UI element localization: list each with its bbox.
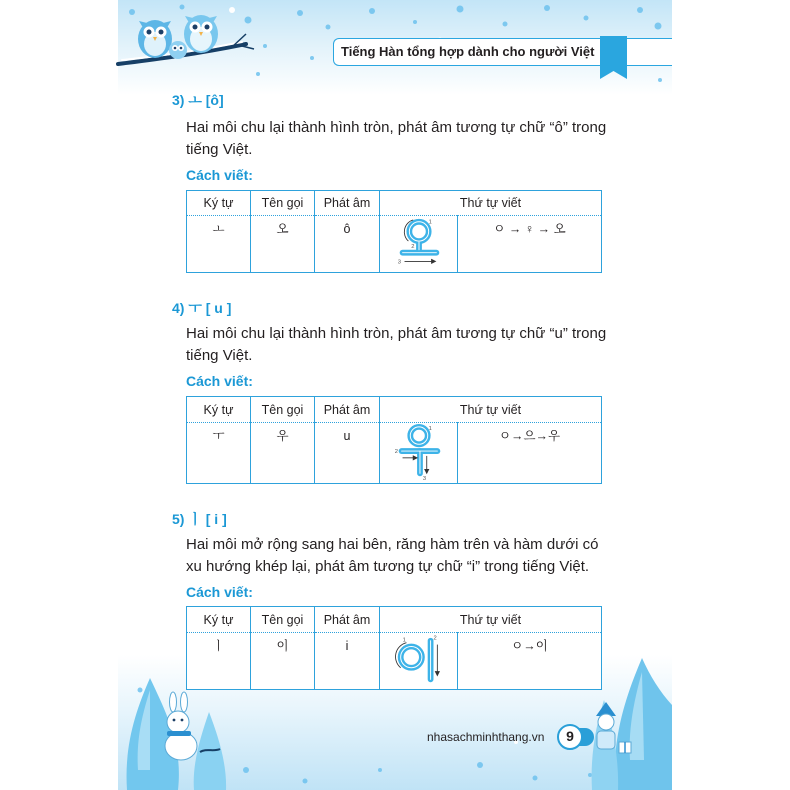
cell-sound: i <box>315 633 380 690</box>
stroke-number: 1 <box>428 219 432 226</box>
stroke-number: 2 <box>410 243 414 250</box>
cell-char: ㅗ <box>187 216 251 273</box>
cell-name: 이 <box>251 633 315 690</box>
owl-right <box>184 15 218 53</box>
stroke-number: 1 <box>428 425 432 432</box>
section-heading: 5) ㅣ [ i ] <box>172 511 227 527</box>
running-header-title: Tiếng Hàn tổng hợp dành cho người Việt <box>341 44 595 59</box>
cell-stroke-illustration <box>380 216 458 273</box>
col-header-name: Tên gọi <box>251 191 315 216</box>
stroke-number: 2 <box>432 635 437 642</box>
writing-label: Cách viết: <box>186 167 253 183</box>
cell-sound: ô <box>315 216 380 273</box>
table-header-row <box>187 191 602 216</box>
stroke-number: 2 <box>394 449 398 455</box>
cell-name: 오 <box>251 216 315 273</box>
stroke-number: 3 <box>422 476 426 483</box>
col-header-order: Thứ tự viết <box>380 397 602 423</box>
cell-sound: u <box>315 423 380 484</box>
table-row <box>187 216 602 273</box>
cell-stroke-illustration <box>380 423 458 484</box>
col-header-sound: Phát âm <box>315 607 380 633</box>
cell-char: ㅣ <box>187 633 251 690</box>
col-header-order: Thứ tự viết <box>380 191 602 216</box>
stroke-order-illustration <box>381 633 457 689</box>
owl-small <box>169 41 187 59</box>
description-line: Hai môi chu lại thành hình tròn, phát âm tương tự chữ “u” trong <box>186 325 607 342</box>
section-heading: 3) ㅗ [ô] <box>172 92 224 108</box>
writing-table <box>186 606 602 690</box>
cell-order: ㅇ → ♀ → 오 <box>493 222 566 236</box>
cell-order: ㅇ→이 <box>511 639 548 653</box>
stroke-order-illustration <box>381 423 457 483</box>
writing-label: Cách viết: <box>186 584 253 600</box>
col-header-char: Ký tự <box>187 397 251 423</box>
table-header-row <box>187 397 602 423</box>
writing-table <box>186 396 602 484</box>
col-header-sound: Phát âm <box>315 397 380 423</box>
writing-table <box>186 190 602 273</box>
table-row <box>187 633 602 690</box>
description-line: Hai môi mở rộng sang hai bên, răng hàm trên và hàm dưới có <box>186 536 599 553</box>
description-line: tiếng Việt. <box>186 347 253 364</box>
table-row <box>187 423 602 484</box>
cell-name: 우 <box>251 423 315 484</box>
footer-website: nhasachminhthang.vn <box>427 730 545 744</box>
col-header-sound: Phát âm <box>315 191 380 216</box>
owl-left <box>138 20 172 58</box>
stroke-number: 1 <box>402 637 406 644</box>
stroke-order-illustration <box>381 216 457 272</box>
description-line: xu hướng khép lại, phát âm tương tự chữ “i” trong tiếng Việt. <box>186 558 590 575</box>
col-header-name: Tên gọi <box>251 397 315 423</box>
writing-label: Cách viết: <box>186 373 253 389</box>
description-line: tiếng Việt. <box>186 141 253 158</box>
stroke-arrow-icon <box>402 456 428 473</box>
cell-char: ㅜ <box>187 423 251 484</box>
cell-order: ㅇ→으→우 <box>498 429 561 443</box>
description-line: Hai môi chu lại thành hình tròn, phát âm tương tự chữ “ô” trong <box>186 119 607 136</box>
table-header-row <box>187 607 602 633</box>
col-header-char: Ký tự <box>187 191 251 216</box>
section-heading: 4) ㅜ [ u ] <box>172 300 232 316</box>
bookmark-ribbon-icon <box>600 36 627 79</box>
stroke-number: 3 <box>397 259 401 266</box>
col-header-name: Tên gọi <box>251 607 315 633</box>
col-header-order: Thứ tự viết <box>380 607 602 633</box>
page-number: 9 <box>557 724 583 750</box>
col-header-char: Ký tự <box>187 607 251 633</box>
cell-stroke-illustration <box>380 633 458 690</box>
